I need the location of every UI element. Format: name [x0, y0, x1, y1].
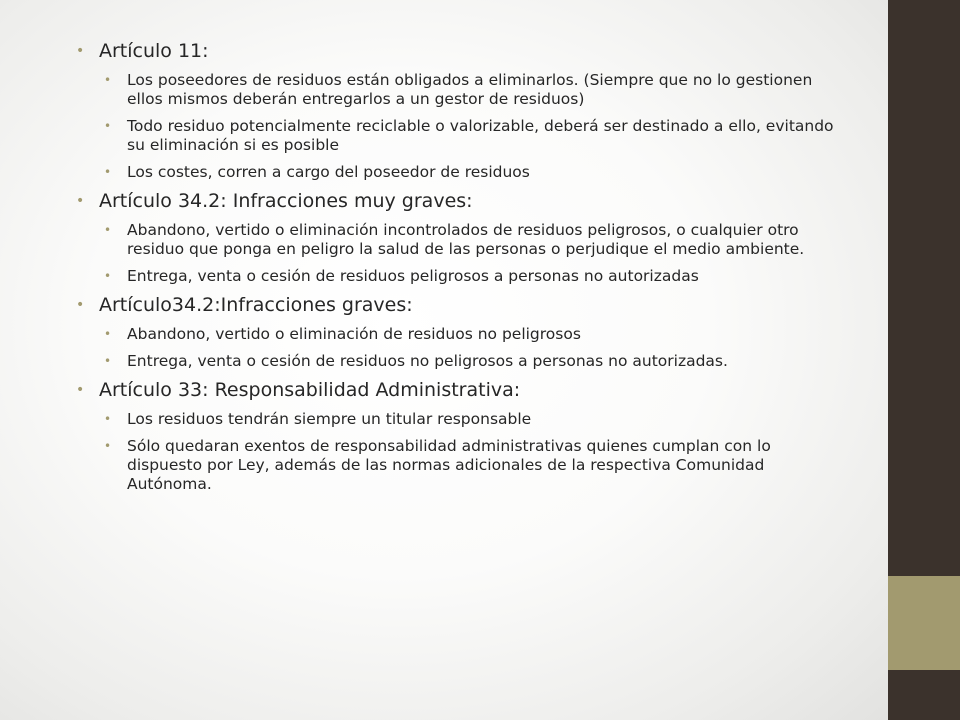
list-item [74, 163, 844, 182]
section-heading [74, 379, 844, 402]
item-text: Abandono, vertido o eliminación incontrolados de residuos peligrosos, o cualquier otro residuo que ponga en peligro la salud de las personas o perjudique el medio ambiente. [127, 221, 805, 258]
bullet-dot-icon: • [104, 223, 112, 237]
bullet-dot-icon: • [76, 297, 85, 313]
bullet-dot-icon: • [104, 327, 112, 341]
bullet-dot-icon: • [104, 73, 112, 87]
section-articulo-34-2-graves [74, 294, 844, 371]
section-articulo-11 [74, 40, 844, 182]
bullet-dot-icon: • [104, 412, 112, 426]
heading-text: Artículo 33: Responsabilidad Administrativa: [99, 379, 521, 401]
slide-content [74, 40, 844, 502]
bullet-dot-icon: • [104, 439, 112, 453]
section-articulo-33 [74, 379, 844, 494]
section-heading [74, 40, 844, 63]
list-item [74, 117, 844, 155]
sidebar-accent-block [888, 576, 960, 670]
item-text: Los costes, corren a cargo del poseedor de residuos [127, 163, 530, 181]
item-text: Sólo quedaran exentos de responsabilidad administrativas quienes cumplan con lo dispuesto por Ley, además de las normas adicionales de la respectiva Comunidad Autónoma. [127, 437, 771, 493]
section-articulo-34-2-muy-graves [74, 190, 844, 286]
section-heading [74, 190, 844, 213]
section-heading [74, 294, 844, 317]
list-item [74, 437, 844, 494]
bullet-dot-icon: • [104, 165, 112, 179]
item-text: Entrega, venta o cesión de residuos no peligrosos a personas no autorizadas. [127, 352, 728, 370]
item-text: Los poseedores de residuos están obligados a eliminarlos. (Siempre que no lo gestionen ellos mismos deberán entregarlos a un gestor de residuos) [127, 71, 813, 108]
list-item [74, 352, 844, 371]
list-item [74, 267, 844, 286]
bullet-dot-icon: • [104, 269, 112, 283]
bullet-dot-icon: • [76, 382, 85, 398]
bullet-dot-icon: • [76, 193, 85, 209]
item-text: Entrega, venta o cesión de residuos peligrosos a personas no autorizadas [127, 267, 699, 285]
item-text: Todo residuo potencialmente reciclable o valorizable, deberá ser destinado a ello, evitando su eliminación si es posible [127, 117, 834, 154]
list-item [74, 71, 844, 109]
bullet-dot-icon: • [104, 354, 112, 368]
heading-text: Artículo34.2:Infracciones graves: [99, 294, 413, 316]
bullet-dot-icon: • [104, 119, 112, 133]
heading-text: Artículo 34.2: Infracciones muy graves: [99, 190, 473, 212]
bullet-dot-icon: • [76, 43, 85, 59]
list-item [74, 410, 844, 429]
item-text: Abandono, vertido o eliminación de residuos no peligrosos [127, 325, 581, 343]
list-item [74, 325, 844, 344]
list-item [74, 221, 844, 259]
item-text: Los residuos tendrán siempre un titular responsable [127, 410, 532, 428]
heading-text: Artículo 11: [99, 40, 209, 62]
